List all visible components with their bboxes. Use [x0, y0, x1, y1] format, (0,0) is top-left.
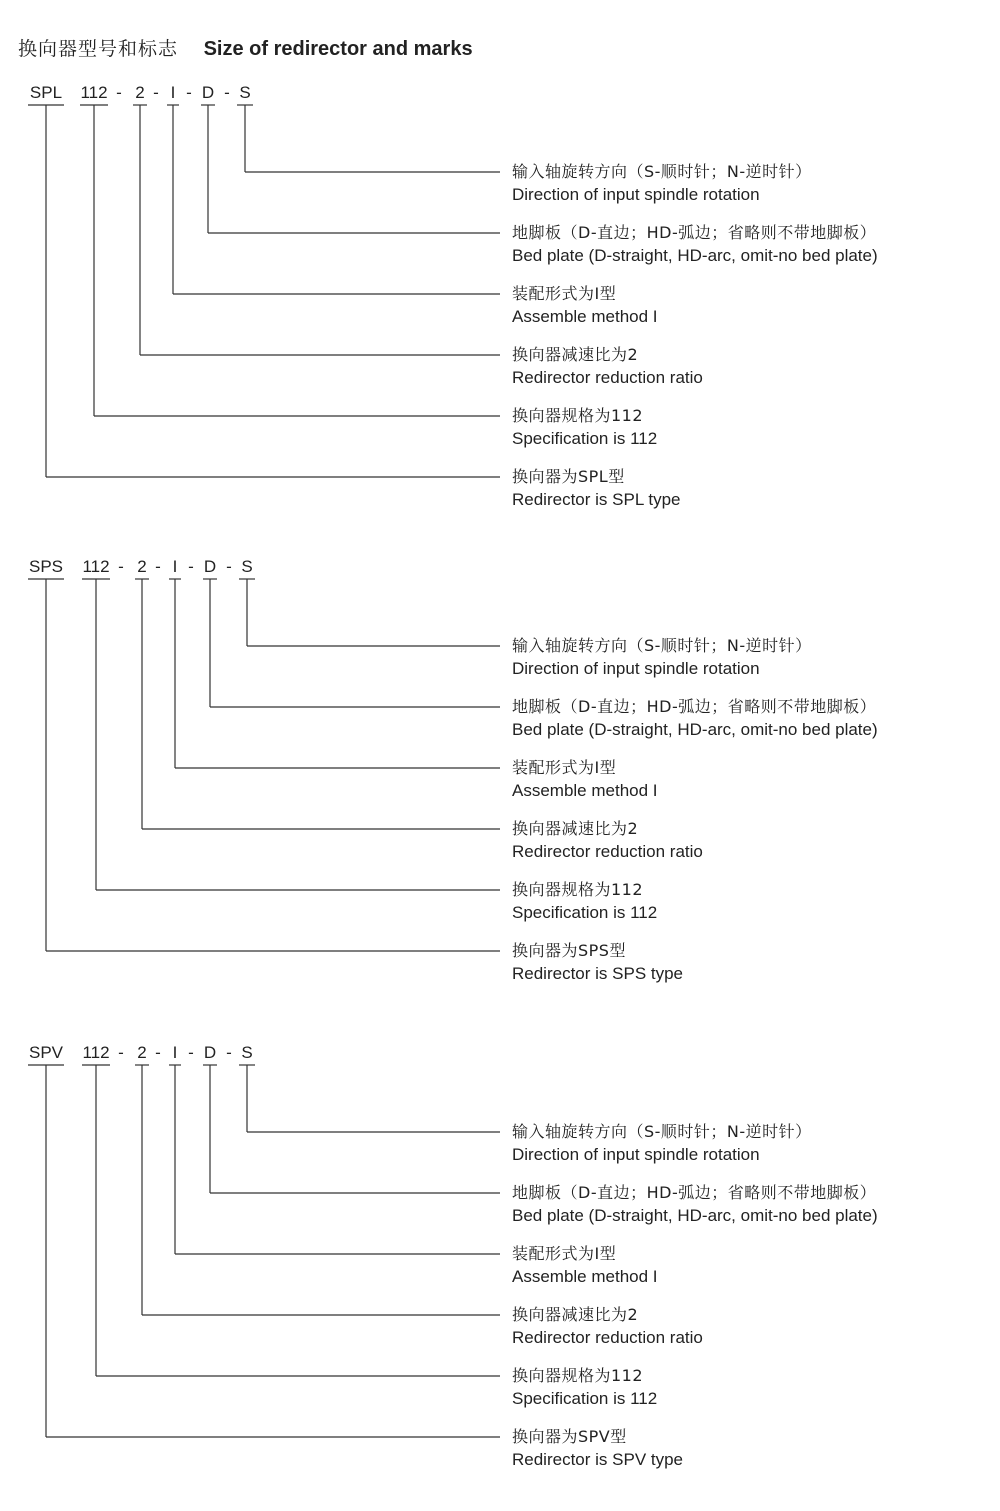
desc-zh: 地脚板（D-直边；HD-弧边；省略则不带地脚板）: [512, 1183, 877, 1202]
desc-model: [512, 465, 681, 511]
code-assembly: I: [172, 1043, 178, 1062]
code-separator: -: [226, 1043, 232, 1062]
code-separator: -: [118, 1043, 124, 1062]
desc-zh: 输入轴旋转方向（S-顺时针；N-逆时针）: [512, 162, 812, 181]
desc-en: Redirector is SPS type: [512, 964, 684, 983]
desc-direction: [512, 160, 812, 206]
model-code-diagram-sps: [0, 557, 1000, 1017]
desc-zh: 地脚板（D-直边；HD-弧边；省略则不带地脚板）: [512, 697, 877, 716]
desc-zh: 换向器为SPV型: [512, 1427, 627, 1446]
desc-zh: 换向器规格为112: [512, 406, 644, 425]
model-code-diagram-spl: [0, 83, 1000, 543]
code-separator: -: [155, 1043, 161, 1062]
desc-zh: 装配形式为I型: [512, 758, 617, 777]
code-model: SPL: [29, 83, 63, 102]
desc-zh: 输入轴旋转方向（S-顺时针；N-逆时针）: [512, 636, 812, 655]
desc-zh: 换向器规格为112: [512, 1366, 644, 1385]
leader-lines: [0, 1043, 1000, 1503]
code-spec: 112: [80, 83, 108, 102]
code-direction: S: [241, 1043, 253, 1062]
code-direction: S: [241, 557, 253, 576]
leader-lines: [0, 83, 1000, 543]
model-code-diagram-spv: [0, 1043, 1000, 1503]
desc-ratio: [512, 1303, 703, 1349]
desc-zh: 换向器减速比为2: [512, 345, 639, 364]
desc-en: Bed plate (D-straight, HD-arc, omit-no bed plate): [512, 246, 878, 265]
code-assembly: I: [170, 83, 176, 102]
desc-en: Specification is 112: [512, 429, 658, 448]
page-title-english: Size of redirector and marks: [203, 38, 473, 60]
code-assembly: I: [172, 557, 178, 576]
code-ratio: 2: [135, 83, 145, 102]
desc-en: Bed plate (D-straight, HD-arc, omit-no bed plate): [512, 1206, 878, 1225]
desc-direction: [512, 634, 812, 680]
desc-spec: [512, 878, 657, 924]
desc-bed-plate: [512, 1181, 878, 1227]
desc-bed-plate: [512, 221, 878, 267]
desc-ratio: [512, 343, 703, 389]
desc-en: Assemble method I: [512, 1267, 658, 1286]
desc-spec: [512, 404, 657, 450]
code-ratio: 2: [137, 557, 147, 576]
code-separator: -: [226, 557, 232, 576]
desc-en: Specification is 112: [512, 903, 658, 922]
desc-assembly: [512, 282, 658, 328]
desc-spec: [512, 1364, 657, 1410]
desc-model: [512, 939, 683, 985]
code-separator: -: [186, 83, 192, 102]
desc-en: Direction of input spindle rotation: [512, 185, 760, 204]
desc-en: Redirector is SPL type: [512, 490, 681, 509]
desc-zh: 输入轴旋转方向（S-顺时针；N-逆时针）: [512, 1122, 812, 1141]
desc-zh: 换向器减速比为2: [512, 819, 639, 838]
desc-zh: 装配形式为I型: [512, 1244, 617, 1263]
desc-en: Specification is 112: [512, 1389, 658, 1408]
desc-en: Bed plate (D-straight, HD-arc, omit-no bed plate): [512, 720, 878, 739]
code-separator: -: [116, 83, 122, 102]
desc-direction: [512, 1120, 812, 1166]
code-bed: D: [203, 557, 217, 576]
code-bed: D: [203, 1043, 217, 1062]
code-model: SPV: [28, 1043, 64, 1062]
desc-en: Assemble method I: [512, 307, 658, 326]
code-spec: 112: [82, 557, 110, 576]
desc-en: Direction of input spindle rotation: [512, 1145, 760, 1164]
desc-en: Assemble method I: [512, 781, 658, 800]
desc-en: Redirector reduction ratio: [512, 1328, 703, 1347]
code-bed: D: [201, 83, 215, 102]
desc-en: Redirector reduction ratio: [512, 368, 703, 387]
desc-en: Direction of input spindle rotation: [512, 659, 760, 678]
code-separator: -: [224, 83, 230, 102]
desc-zh: 地脚板（D-直边；HD-弧边；省略则不带地脚板）: [512, 223, 877, 242]
desc-zh: 换向器减速比为2: [512, 1305, 639, 1324]
desc-zh: 换向器规格为112: [512, 880, 644, 899]
code-model: SPS: [28, 557, 64, 576]
code-ratio: 2: [137, 1043, 147, 1062]
code-direction: S: [239, 83, 251, 102]
desc-assembly: [512, 756, 658, 802]
code-separator: -: [188, 557, 194, 576]
desc-zh: 装配形式为I型: [512, 284, 617, 303]
desc-zh: 换向器为SPL型: [512, 467, 625, 486]
leader-lines: [0, 557, 1000, 1017]
code-separator: -: [118, 557, 124, 576]
desc-en: Redirector is SPV type: [512, 1450, 684, 1469]
desc-ratio: [512, 817, 703, 863]
code-separator: -: [188, 1043, 194, 1062]
desc-model: [512, 1425, 683, 1471]
desc-zh: 换向器为SPS型: [512, 941, 626, 960]
desc-en: Redirector reduction ratio: [512, 842, 703, 861]
desc-assembly: [512, 1242, 658, 1288]
code-spec: 112: [82, 1043, 110, 1062]
code-separator: -: [155, 557, 161, 576]
code-separator: -: [153, 83, 159, 102]
desc-bed-plate: [512, 695, 878, 741]
page-title: [18, 34, 473, 61]
page-title-chinese: 换向器型号和标志: [18, 38, 179, 60]
